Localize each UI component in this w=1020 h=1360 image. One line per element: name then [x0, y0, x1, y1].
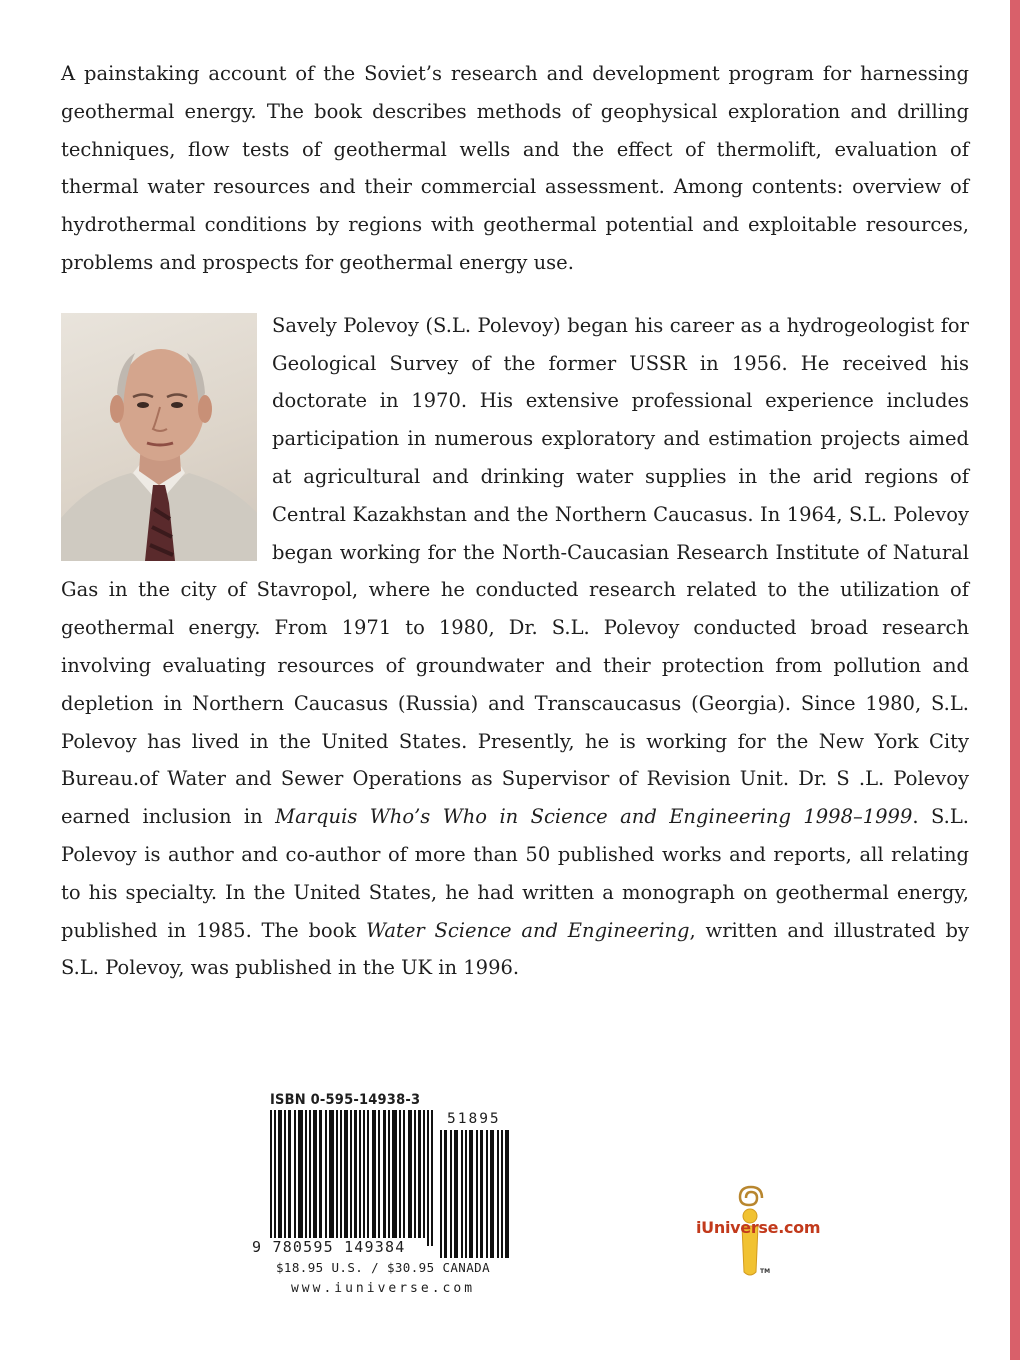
author-photo: [61, 313, 257, 561]
water-science-title: Water Science and Engineering: [366, 918, 690, 942]
back-cover-text: [61, 55, 969, 987]
website: www.iuniverse.com: [290, 1281, 476, 1296]
barcode: [252, 1110, 514, 1258]
who-is-who-title: Marquis Who’s Who in Science and Engineering 1998–1999: [275, 805, 913, 829]
isbn-barcode-block: [252, 1090, 514, 1296]
author-bio: [61, 307, 969, 987]
isbn-label: ISBN 0-595-14938-3: [270, 1092, 421, 1108]
supplement-number: 51895: [447, 1111, 501, 1127]
iuniverse-logo: [694, 1180, 821, 1280]
publisher-name: iUniverse.com: [696, 1218, 821, 1237]
right-edge-stripe: [1010, 0, 1020, 1360]
bio-text-part3: , written and illustrated by S.L. Polevoy, was published in the UK in 1996.: [61, 918, 969, 980]
price: $18.95 U.S. / $30.95 CANADA: [276, 1260, 490, 1275]
ean-number: 9 780595 149384: [252, 1238, 406, 1256]
bio-text-part2: . S.L. Polevoy is author and co-author of more than 50 published works and reports, all relating to his specialty. In the United States, he had written a monograph on geothermal energy, published in 1985. The book: [61, 805, 969, 942]
trademark: TM: [760, 1268, 771, 1275]
book-description: A painstaking account of the Soviet’s research and development program for harnessing geothermal energy. The book describes methods of geophysical exploration and drilling techniques, flow tests of geothermal wells and the effect of thermolift, evaluation of thermal water resources and their commercial assessment. Among contents: overview of hydrothermal conditions by regions with geothermal potential and exploitable resources, problems and prospects for geothermal energy use.: [61, 62, 969, 274]
barcode-bars: [252, 1110, 514, 1258]
bio-text-part1: Savely Polevoy (S.L. Polevoy) began his career as a hydrogeologist for Geological Survey of the former USSR in 1956. He received his doctorate in 1970. His extensive professional experience includes participation in numerous exploratory and estimation projects aimed at agricultural and drinking water supplies in the arid regions of Central Kazakhstan and the Northern Caucasus. In 1964, S.L. Polevoy began working for the North-Caucasian Research Institute of Natural Gas in the city of Stavropol, where he conducted research related to the utilization of geothermal energy. From 1971 to 1980, Dr. S.L. Polevoy conducted broad research involving evaluating resources of groundwater and their protection from pollution and depletion in Northern Caucasus (Russia) and Transcaucasus (Georgia). Since 1980, S.L. Polevoy has lived in the United States. Presently, he is working for the New York City Bureau.of Water and Sewer Operations as Supervisor of Revision Unit. Dr. S .L. Polevoy earned inclusion in: [61, 313, 969, 829]
